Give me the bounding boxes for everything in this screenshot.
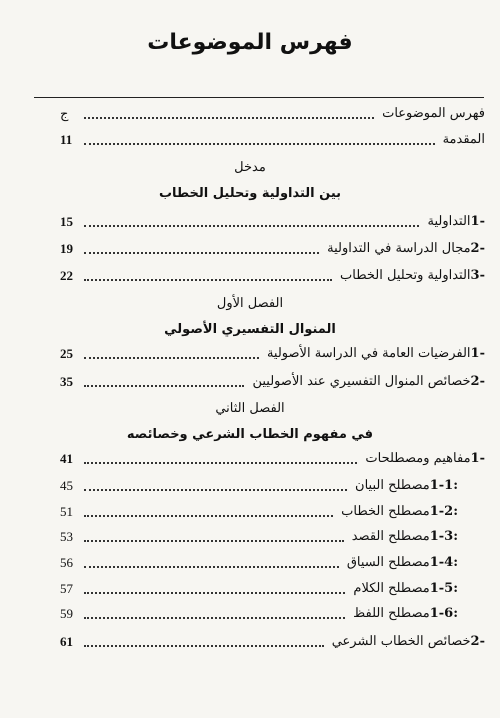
dot-leader — [84, 252, 319, 254]
toc-entry — [60, 632, 485, 652]
toc-entry — [60, 104, 485, 124]
toc-entry — [60, 449, 485, 469]
dot-leader — [84, 143, 435, 145]
toc-entry-label: خصائص المنوال التفسيري عند الأصوليين — [252, 374, 471, 389]
dot-leader — [84, 279, 332, 281]
toc-entry-page: 53 — [60, 529, 73, 544]
toc-entry-page: 41 — [60, 451, 73, 466]
toc-entry-label: مصطلح البيان — [355, 478, 430, 493]
toc-entry-label: خصائص الخطاب الشرعي — [331, 634, 471, 649]
dot-leader — [84, 540, 344, 542]
toc-entry-page: 57 — [60, 581, 73, 596]
toc-entry-number: 2- — [470, 374, 485, 389]
title-rule — [34, 97, 484, 98]
toc-entry-label: مصطلح الخطاب — [341, 504, 430, 519]
toc-entry-label: مصطلح القصد — [351, 529, 430, 544]
chapter-label: الفصل الأول — [216, 296, 284, 311]
chapter-title: المنوال التفسيري الأصولي — [164, 322, 336, 337]
toc-entry-label: الفرضيات العامة في الدراسة الأصولية — [266, 346, 471, 361]
toc-subentry — [60, 502, 458, 522]
section-title: بين التداولية وتحليل الخطاب — [158, 186, 342, 201]
toc-entry-number: 1- — [470, 214, 485, 229]
toc-entry-number: 3- — [470, 268, 485, 283]
toc-subentry — [60, 579, 458, 599]
toc-entry-page: 56 — [60, 555, 73, 570]
dot-leader — [84, 645, 324, 647]
chapter-label: الفصل الثاني — [215, 401, 285, 416]
toc-entry — [60, 344, 485, 364]
toc-entry-label: التداولية وتحليل الخطاب — [340, 268, 471, 283]
toc-entry-label: التداولية — [427, 214, 471, 229]
dot-leader — [84, 617, 345, 619]
toc-entry-page: 19 — [60, 241, 73, 256]
dot-leader — [84, 489, 347, 491]
toc-entry-page: 22 — [60, 268, 73, 283]
toc-subentry — [60, 604, 458, 624]
toc-entry-number: 1-2: — [429, 504, 458, 519]
dot-leader — [84, 225, 419, 227]
toc-entry-page: 25 — [60, 346, 73, 361]
chapter-title: في مفهوم الخطاب الشرعي وخصائصه — [126, 427, 374, 442]
toc-entry-page: 45 — [60, 478, 73, 493]
toc-entry-label: المقدمة — [442, 132, 485, 147]
dot-leader — [84, 566, 339, 568]
toc-entry-label: مصطلح السياق — [346, 555, 430, 570]
toc-entry-page: ج — [60, 106, 69, 121]
toc-entry-page: 51 — [60, 504, 73, 519]
toc-entry — [60, 266, 485, 286]
dot-leader — [84, 385, 244, 387]
dot-leader — [84, 117, 374, 119]
toc-entry-page: 59 — [60, 606, 73, 621]
toc-entry-number: 1-6: — [429, 606, 458, 621]
dot-leader — [84, 462, 357, 464]
toc-entry-number: 2- — [470, 241, 485, 256]
toc-entry-number: 1-3: — [429, 529, 458, 544]
toc-entry-page: 15 — [60, 214, 73, 229]
dot-leader — [84, 592, 345, 594]
toc-entry-label: مصطلح الكلام — [353, 581, 430, 596]
toc-subentry — [60, 527, 458, 547]
dot-leader — [84, 515, 333, 517]
toc-entry-number: 1- — [470, 346, 485, 361]
dot-leader — [84, 357, 259, 359]
toc-subentry — [60, 553, 458, 573]
toc-entry-label: مصطلح اللفظ — [353, 606, 430, 621]
toc-entry-page: 11 — [60, 132, 73, 147]
toc-entry-page: 35 — [60, 374, 73, 389]
toc-entry-label: مفاهيم ومصطلحات — [365, 451, 471, 466]
toc-entry — [60, 372, 485, 392]
toc-entry-number: 1-5: — [429, 581, 458, 596]
toc-entry-page: 61 — [60, 634, 73, 649]
page-title: فهرس الموضوعات — [147, 30, 353, 55]
toc-entry-number: 1- — [470, 451, 485, 466]
toc-entry-number: 2- — [470, 634, 485, 649]
toc-entry-number: 1-4: — [429, 555, 458, 570]
toc-entry-label: مجال الدراسة في التداولية — [327, 241, 471, 256]
toc-entry-number: 1-1: — [429, 478, 458, 493]
toc-entry — [60, 239, 485, 259]
toc-entry-label: فهرس الموضوعات — [382, 106, 485, 121]
toc-entry — [60, 130, 485, 150]
toc-subentry — [60, 476, 458, 496]
section-label: مدخل — [234, 160, 266, 175]
toc-entry — [60, 212, 485, 232]
